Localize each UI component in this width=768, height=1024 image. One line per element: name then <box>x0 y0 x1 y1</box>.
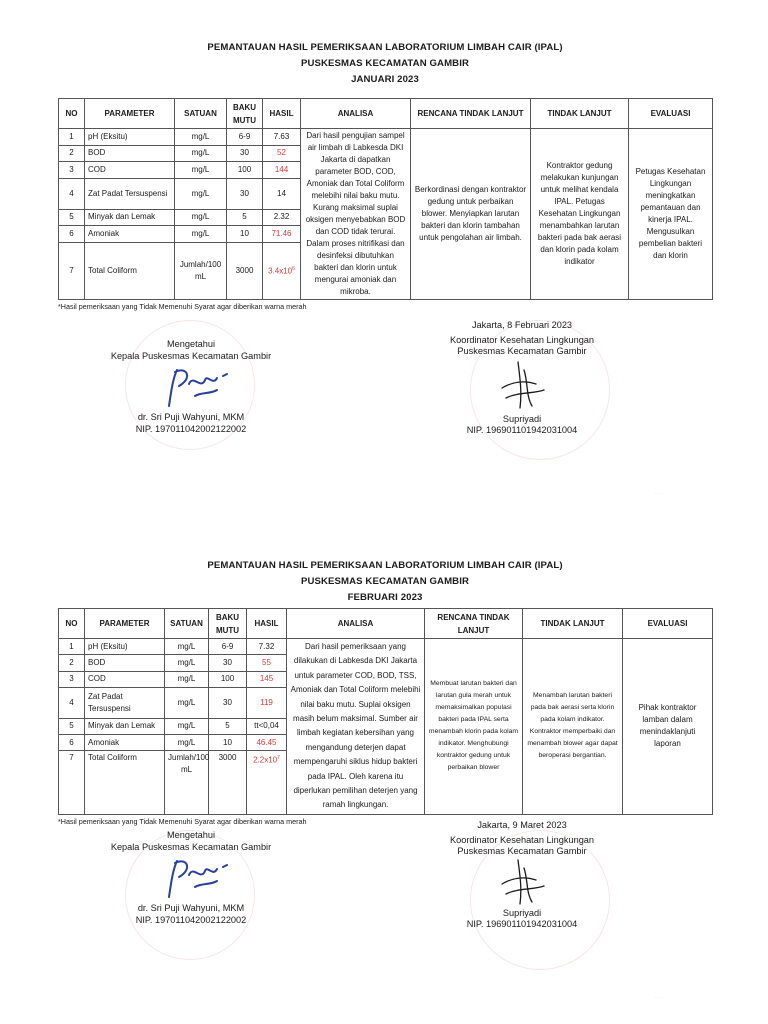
sign-position: Koordinator Kesehatan Lingkungan <box>449 334 595 345</box>
signature-block-coordinator <box>392 820 652 931</box>
handwritten-signature-icon <box>462 858 582 908</box>
report-title-line1: PEMANTAUAN HASIL PEMERIKSAAN LABORATORIUM LIMBAH CAIR (IPAL) <box>207 42 563 53</box>
evaluasi-text: Petugas Kesehatan Lingkungan meningkatkan pemantauan dan kinerja IPAL. Mengusulkan pembelian bakteri dan klorin <box>629 129 713 300</box>
table-row: 4 Zat Padat Tersuspensi mg/L 30 14 <box>59 178 713 209</box>
report-february <box>58 558 712 826</box>
signer-nip: NIP. 197011042002122002 <box>135 423 247 434</box>
header-hasil: HASIL <box>263 99 301 129</box>
signer-name: Supriyadi <box>502 907 542 918</box>
lab-results-table <box>58 98 713 300</box>
tindak-text: Menambah larutan bakteri pada bak aerasi serta klorin pada kolam indikator. Kontraktor memperbaiki dan menambah blower agar dapat beroperasi bergantian. <box>523 639 623 815</box>
sign-label: Mengetahui <box>166 339 215 349</box>
header-rencana: RENCANA TINDAK LANJUT <box>425 609 523 639</box>
header-evaluasi: EVALUASI <box>623 609 713 639</box>
hasil-cell: 144 <box>263 162 301 179</box>
page-marker: . . . . . . . . <box>654 996 665 999</box>
table-row: 4 Zat Padat Tersuspensi mg/L 30 119 <box>59 688 713 719</box>
rencana-text: Berkordinasi dengan kontraktor gedung untuk perbaikan blower. Menyiapkan larutan bakteri dan klorin tambahan untuk pengolahan air limbah. <box>411 129 531 300</box>
table-row: 2 BOD mg/L 30 52 <box>59 145 713 162</box>
sign-position: Koordinator Kesehatan Lingkungan <box>449 834 595 845</box>
header-tindak: TINDAK LANJUT <box>523 609 623 639</box>
table-row: 3 COD mg/L 100 144 <box>59 162 713 179</box>
table-row: 7 Total Coliform Jumlah/100 mL 3000 $2.2x10^7$ <box>59 751 713 814</box>
sign-position: Kepala Puskesmas Kecamatan Gambir <box>110 841 272 852</box>
table-row: 2 BOD mg/L 30 55 <box>59 655 713 671</box>
header-no: NO <box>59 609 85 639</box>
report-january <box>58 40 712 311</box>
sign-date: Jakarta, 9 Maret 2023 <box>477 820 567 830</box>
header-no: NO <box>59 99 85 129</box>
table-row: 3 COD mg/L 100 145 <box>59 671 713 687</box>
hasil-cell: 46.45 <box>247 735 287 751</box>
report-title-line2: PUSKESMAS KECAMATAN GAMBIR <box>300 58 469 69</box>
hasil-cell: 14 <box>263 178 301 209</box>
sign-date: Jakarta, 8 Februari 2023 <box>471 320 573 330</box>
table-row: 1 pH (Eksitu) mg/L 6-9 7.63 Dari hasil pengujian sampel air limbah di Labkesda DKI Jakarta di dapatkan parameter BOD, COD, Amoniak dan Total Coliform melebihi nilai baku mutu. Kurang maksimal suplai oksigen menyebabkan BOD dan COD tidak terurai. Dalam proses nitrifikasi dan desinfeksi dibutuhkan bakteri dan klorin untuk mengurai amoniak dan mikroba. Berkordinasi dengan kontraktor gedung untuk perbaikan blower. Menyiapkan larutan bakteri dan klorin tambahan untuk pengolahan air limbah. Kontraktor gedung melakukan kunjungan untuk melihat kendala IPAL. Petugas Kesehatan Lingkungan menambahkan larutan bakteri pada bak aerasi dan klorin pada kolam indikator Petugas Kesehatan Lingkungan meningkatkan pemantauan dan kinerja IPAL. Mengusulkan pembelian bakteri dan klorin <box>59 129 713 146</box>
header-analisa: ANALISA <box>301 99 411 129</box>
tindak-text: Kontraktor gedung melakukan kunjungan untuk melihat kendala IPAL. Petugas Kesehatan Lingkungan menambahkan larutan bakteri pada bak aerasi dan klorin pada kolam indikator <box>531 129 629 300</box>
header-parameter: PARAMETER <box>85 609 165 639</box>
header-baku-mutu: BAKU MUTU <box>209 609 247 639</box>
header-satuan: SATUAN <box>175 99 227 129</box>
hasil-cell: 71.46 <box>263 226 301 243</box>
handwritten-signature-icon <box>131 853 251 903</box>
hasil-cell: $2.2x10^7$ <box>247 751 287 814</box>
signer-name: dr. Sri Puji Wahyuni, MKM <box>137 412 245 422</box>
page-marker: . . . . . . . . <box>654 492 665 495</box>
analisa-text: Dari hasil pemeriksaan yang dilakukan di Labkesda DKI Jakarta untuk parameter COD, BOD, TSS, Amoniak dan Total Coliform melebihi nilai baku mutu. Suplai oksigen masih belum maksimal. Sumber air limbah kegiatan kebersihan yang mengandung deterjen dapat mempengaruhi siklus hidup bakteri pada IPAL. Oleh karena itu diperlukan pemilihan deterjen yang ramah lingkungan. <box>287 639 425 815</box>
footnote: *Hasil pemeriksaan yang Tidak Memenuhi Syarat agar diberikan warna merah <box>58 302 307 311</box>
signer-name: Supriyadi <box>502 413 542 424</box>
signer-nip: NIP. 196901101942031004 <box>466 919 578 929</box>
hasil-cell: 7.32 <box>247 639 287 655</box>
table-row: 6 Amoniak mg/L 10 46.45 <box>59 735 713 751</box>
header-baku-mutu: BAKU MUTU <box>227 99 263 129</box>
signer-nip: NIP. 197011042002122002 <box>135 914 247 925</box>
hasil-cell: $3.4x10^6$ <box>263 242 301 299</box>
header-rencana: RENCANA TINDAK LANJUT <box>411 99 531 129</box>
handwritten-signature-icon <box>131 362 251 412</box>
evaluasi-text: Pihak kontraktor lamban dalam menindaklanjuti laporan <box>623 639 713 815</box>
signer-nip: NIP. 196901101942031004 <box>466 425 578 435</box>
analisa-text: Dari hasil pengujian sampel air limbah di Labkesda DKI Jakarta di dapatkan parameter BOD, COD, Amoniak dan Total Coliform melebihi nilai baku mutu. Kurang maksimal suplai oksigen menyebabkan BOD dan COD tidak terurai. Dalam proses nitrifikasi dan desinfeksi dibutuhkan bakteri dan klorin untuk mengurai amoniak dan mikroba. <box>301 129 411 300</box>
header-hasil: HASIL <box>247 609 287 639</box>
table-row: 7 Total Coliform Jumlah/100 mL 3000 $3.4x10^6$ <box>59 242 713 299</box>
header-satuan: SATUAN <box>165 609 209 639</box>
table-row: 5 Minyak dan Lemak mg/L 5 2.32 <box>59 209 713 226</box>
lab-results-table <box>58 608 713 815</box>
header-parameter: PARAMETER <box>85 99 175 129</box>
report-period: FEBRUARI 2023 <box>347 592 423 603</box>
hasil-cell: 7.63 <box>263 129 301 146</box>
sign-label: Mengetahui <box>166 830 215 840</box>
handwritten-signature-icon <box>462 358 582 414</box>
hasil-cell: 55 <box>247 655 287 671</box>
signature-block-coordinator <box>392 320 652 437</box>
signature-block-head <box>66 339 316 435</box>
report-title-line1: PEMANTAUAN HASIL PEMERIKSAAN LABORATORIUM LIMBAH CAIR (IPAL) <box>207 560 563 571</box>
header-analisa: ANALISA <box>287 609 425 639</box>
sign-office: Puskesmas Kecamatan Gambir <box>457 346 587 356</box>
hasil-cell: 52 <box>263 145 301 162</box>
hasil-cell: 145 <box>247 671 287 687</box>
sign-office: Puskesmas Kecamatan Gambir <box>457 846 587 856</box>
hasil-cell: tt<0,04 <box>247 718 287 734</box>
signature-block-head <box>66 830 316 926</box>
footnote: *Hasil pemeriksaan yang Tidak Memenuhi Syarat agar diberikan warna merah <box>58 816 307 826</box>
hasil-cell: 119 <box>247 688 287 719</box>
sign-position: Kepala Puskesmas Kecamatan Gambir <box>110 350 272 361</box>
signer-name: dr. Sri Puji Wahyuni, MKM <box>137 903 245 913</box>
report-period: JANUARI 2023 <box>351 74 419 85</box>
header-evaluasi: EVALUASI <box>629 99 713 129</box>
hasil-cell: 2.32 <box>263 209 301 226</box>
report-title-line2: PUSKESMAS KECAMATAN GAMBIR <box>300 576 469 587</box>
header-tindak: TINDAK LANJUT <box>531 99 629 129</box>
rencana-text: Membuat larutan bakteri dan larutan gula merah untuk memaksimalkan populasi bakteri pada IPAL serta menambah klorin pada kolam indikator. Menghubungi kontraktor gedung untuk perbaikan blower <box>425 639 523 815</box>
table-row: 6 Amoniak mg/L 10 71.46 <box>59 226 713 243</box>
table-row: 5 Minyak dan Lemak mg/L 5 tt<0,04 <box>59 718 713 734</box>
table-row: 1 pH (Eksitu) mg/L 6-9 7.32 Dari hasil pemeriksaan yang dilakukan di Labkesda DKI Jakarta untuk parameter COD, BOD, TSS, Amoniak dan Total Coliform melebihi nilai baku mutu. Suplai oksigen masih belum maksimal. Sumber air limbah kegiatan kebersihan yang mengandung deterjen dapat mempengaruhi siklus hidup bakteri pada IPAL. Oleh karena itu diperlukan pemilihan deterjen yang ramah lingkungan. Membuat larutan bakteri dan larutan gula merah untuk memaksimalkan populasi bakteri pada IPAL serta menambah klorin pada kolam indikator. Menghubungi kontraktor gedung untuk perbaikan blower Menambah larutan bakteri pada bak aerasi serta klorin pada kolam indikator. Kontraktor memperbaiki dan menambah blower agar dapat beroperasi bergantian. Pihak kontraktor lamban dalam menindaklanjuti laporan <box>59 639 713 655</box>
